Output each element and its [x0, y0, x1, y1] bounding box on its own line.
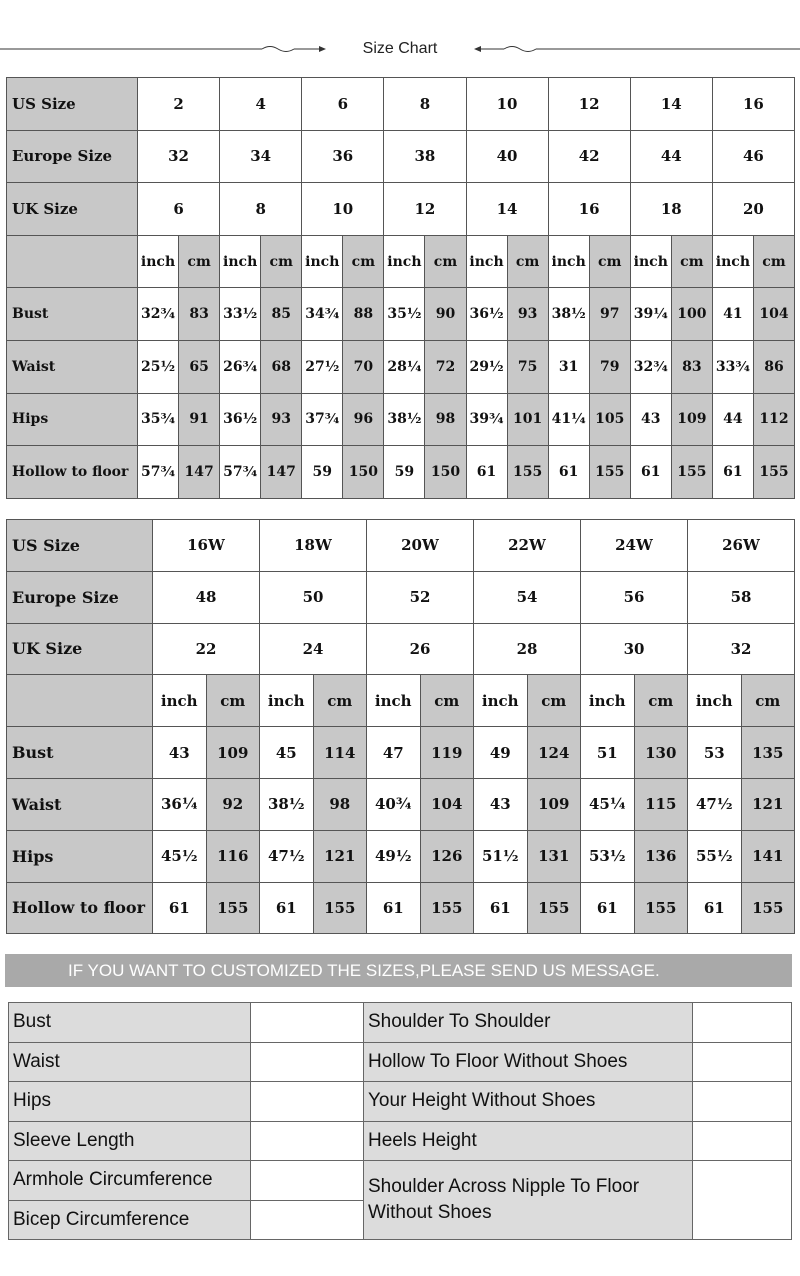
cm-value: 90 — [425, 288, 466, 341]
europe-size-value: 38 — [384, 130, 466, 183]
inch-value: 57¾ — [138, 446, 179, 499]
europe-size-value: 42 — [548, 130, 630, 183]
unit-inch-header: inch — [548, 235, 589, 288]
unit-inch-header: inch — [630, 235, 671, 288]
us-size-row — [7, 520, 795, 572]
europe-size-value: 56 — [581, 571, 688, 623]
cm-value: 112 — [753, 393, 794, 446]
europe-size-row — [7, 571, 795, 623]
uk-size-value: 32 — [688, 623, 795, 675]
inch-value: 51½ — [474, 830, 528, 882]
us-size-value: 20W — [367, 520, 474, 572]
form-label-shoulder-to-shoulder: Shoulder To Shoulder — [364, 1003, 693, 1043]
cm-value: 155 — [589, 446, 630, 499]
cm-value: 83 — [179, 288, 220, 341]
uk-size-label: UK Size — [7, 623, 153, 675]
cm-value: 135 — [741, 727, 795, 779]
heels-height-input-cell[interactable] — [693, 1121, 792, 1161]
inch-value: 61 — [581, 882, 635, 934]
cm-value: 96 — [343, 393, 384, 446]
uk-size-value: 6 — [138, 183, 220, 236]
cm-value: 150 — [343, 446, 384, 499]
europe-size-row — [7, 130, 795, 183]
measurement-row — [7, 340, 795, 393]
cm-value: 92 — [206, 778, 260, 830]
form-row — [9, 1121, 792, 1161]
uk-size-value: 22 — [153, 623, 260, 675]
cm-value: 85 — [261, 288, 302, 341]
cm-value: 86 — [753, 340, 794, 393]
measurement-row — [7, 830, 795, 882]
waist-input-cell[interactable] — [251, 1042, 364, 1082]
unit-cm-header: cm — [261, 235, 302, 288]
us-size-value: 16 — [712, 78, 794, 131]
page-title: Size Chart — [362, 40, 438, 57]
form-label-heels-height: Heels Height — [364, 1121, 693, 1161]
cm-value: 101 — [507, 393, 548, 446]
inch-value: 39¾ — [466, 393, 507, 446]
inch-value: 36¼ — [153, 778, 207, 830]
unit-inch-header: inch — [260, 675, 314, 727]
us-size-row — [7, 78, 795, 131]
cm-value: 105 — [589, 393, 630, 446]
hollow-to-floor-input-cell[interactable] — [693, 1042, 792, 1082]
custom-size-banner — [5, 954, 792, 987]
inch-value: 55½ — [688, 830, 742, 882]
cm-value: 70 — [343, 340, 384, 393]
inch-value: 27½ — [302, 340, 343, 393]
measurement-label: Waist — [7, 340, 138, 393]
unit-cm-header: cm — [206, 675, 260, 727]
measurement-label: Hollow to floor — [7, 882, 153, 934]
measurement-row — [7, 446, 795, 499]
inch-value: 31 — [548, 340, 589, 393]
armhole-input-cell[interactable] — [251, 1161, 364, 1201]
europe-size-value: 32 — [138, 130, 220, 183]
banner-text: IF YOU WANT TO CUSTOMIZED THE SIZES,PLEASE SEND US MESSAGE. — [68, 961, 660, 980]
inch-value: 39¼ — [630, 288, 671, 341]
uk-size-value: 26 — [367, 623, 474, 675]
units-row-label — [7, 675, 153, 727]
cm-value: 104 — [753, 288, 794, 341]
unit-cm-header: cm — [420, 675, 474, 727]
cm-value: 121 — [741, 778, 795, 830]
cm-value: 155 — [507, 446, 548, 499]
us-size-value: 18W — [260, 520, 367, 572]
uk-size-value: 10 — [302, 183, 384, 236]
us-size-label: US Size — [7, 520, 153, 572]
cm-value: 121 — [313, 830, 367, 882]
europe-size-value: 44 — [630, 130, 712, 183]
units-row-label — [7, 235, 138, 288]
cm-value: 88 — [343, 288, 384, 341]
inch-value: 53½ — [581, 830, 635, 882]
measurement-row — [7, 393, 795, 446]
unit-inch-header: inch — [712, 235, 753, 288]
inch-value: 43 — [474, 778, 528, 830]
europe-size-value: 46 — [712, 130, 794, 183]
inch-value: 57¾ — [220, 446, 261, 499]
europe-size-value: 54 — [474, 571, 581, 623]
inch-value: 35¾ — [138, 393, 179, 446]
unit-inch-header: inch — [220, 235, 261, 288]
unit-cm-header: cm — [507, 235, 548, 288]
bust-input-cell[interactable] — [251, 1003, 364, 1043]
unit-cm-header: cm — [179, 235, 220, 288]
form-label-shoulder-nipple-floor: Shoulder Across Nipple To Floor Without Shoes — [364, 1161, 693, 1240]
us-size-label: US Size — [7, 78, 138, 131]
form-row — [9, 1082, 792, 1122]
unit-inch-header: inch — [367, 675, 421, 727]
uk-size-value: 16 — [548, 183, 630, 236]
inch-value: 45¼ — [581, 778, 635, 830]
cm-value: 155 — [741, 882, 795, 934]
cm-value: 75 — [507, 340, 548, 393]
cm-value: 109 — [527, 778, 581, 830]
measurement-label: Bust — [7, 727, 153, 779]
cm-value: 150 — [425, 446, 466, 499]
standard-size-table — [6, 77, 795, 499]
inch-value: 33½ — [220, 288, 261, 341]
cm-value: 155 — [206, 882, 260, 934]
shoulder-nipple-floor-input-cell[interactable] — [693, 1161, 792, 1240]
inch-value: 61 — [688, 882, 742, 934]
cm-value: 141 — [741, 830, 795, 882]
inch-value: 61 — [712, 446, 753, 499]
europe-size-value: 36 — [302, 130, 384, 183]
unit-inch-header: inch — [153, 675, 207, 727]
cm-value: 147 — [261, 446, 302, 499]
form-row — [9, 1042, 792, 1082]
uk-size-value: 18 — [630, 183, 712, 236]
inch-value: 61 — [466, 446, 507, 499]
cm-value: 79 — [589, 340, 630, 393]
unit-inch-header: inch — [384, 235, 425, 288]
cm-value: 115 — [634, 778, 688, 830]
plus-size-table — [6, 519, 795, 934]
inch-value: 61 — [260, 882, 314, 934]
uk-size-row — [7, 183, 795, 236]
inch-value: 45 — [260, 727, 314, 779]
uk-size-value: 24 — [260, 623, 367, 675]
bicep-input-cell[interactable] — [251, 1200, 364, 1240]
inch-value: 51 — [581, 727, 635, 779]
inch-value: 47 — [367, 727, 421, 779]
europe-size-value: 40 — [466, 130, 548, 183]
inch-value: 45½ — [153, 830, 207, 882]
form-label-hips: Hips — [9, 1082, 251, 1122]
us-size-value: 8 — [384, 78, 466, 131]
form-label-armhole: Armhole Circumference — [9, 1161, 251, 1201]
inch-value: 38½ — [260, 778, 314, 830]
inch-value: 61 — [367, 882, 421, 934]
cm-value: 98 — [313, 778, 367, 830]
uk-size-row — [7, 623, 795, 675]
us-size-value: 10 — [466, 78, 548, 131]
inch-value: 41 — [712, 288, 753, 341]
measurement-label: Waist — [7, 778, 153, 830]
inch-value: 61 — [630, 446, 671, 499]
cm-value: 65 — [179, 340, 220, 393]
form-label-waist: Waist — [9, 1042, 251, 1082]
cm-value: 104 — [420, 778, 474, 830]
measurement-row — [7, 778, 795, 830]
inch-value: 47½ — [260, 830, 314, 882]
form-label-hollow-to-floor: Hollow To Floor Without Shoes — [364, 1042, 693, 1082]
size-chart-header — [0, 30, 800, 68]
uk-size-value: 20 — [712, 183, 794, 236]
unit-inch-header: inch — [466, 235, 507, 288]
inch-value: 36½ — [466, 288, 507, 341]
uk-size-value: 8 — [220, 183, 302, 236]
us-size-value: 22W — [474, 520, 581, 572]
unit-cm-header: cm — [527, 675, 581, 727]
cm-value: 155 — [527, 882, 581, 934]
cm-value: 126 — [420, 830, 474, 882]
form-label-bust: Bust — [9, 1003, 251, 1043]
cm-value: 131 — [527, 830, 581, 882]
form-label-bicep: Bicep Circumference — [9, 1200, 251, 1240]
inch-value: 36½ — [220, 393, 261, 446]
inch-value: 29½ — [466, 340, 507, 393]
cm-value: 100 — [671, 288, 712, 341]
inch-value: 26¾ — [220, 340, 261, 393]
us-size-value: 26W — [688, 520, 795, 572]
shoulder-to-shoulder-input-cell[interactable] — [693, 1003, 792, 1043]
cm-value: 98 — [425, 393, 466, 446]
measurement-row — [7, 288, 795, 341]
cm-value: 83 — [671, 340, 712, 393]
cm-value: 124 — [527, 727, 581, 779]
unit-inch-header: inch — [581, 675, 635, 727]
measurement-row — [7, 882, 795, 934]
cm-value: 91 — [179, 393, 220, 446]
uk-size-value: 30 — [581, 623, 688, 675]
europe-size-label: Europe Size — [7, 571, 153, 623]
us-size-value: 14 — [630, 78, 712, 131]
unit-cm-header: cm — [753, 235, 794, 288]
measurement-label: Hollow to floor — [7, 446, 138, 499]
cm-value: 72 — [425, 340, 466, 393]
uk-size-label: UK Size — [7, 183, 138, 236]
inch-value: 43 — [153, 727, 207, 779]
us-size-value: 24W — [581, 520, 688, 572]
custom-measurement-form — [8, 1002, 792, 1240]
cm-value: 116 — [206, 830, 260, 882]
europe-size-value: 58 — [688, 571, 795, 623]
us-size-value: 16W — [153, 520, 260, 572]
cm-value: 147 — [179, 446, 220, 499]
unit-inch-header: inch — [688, 675, 742, 727]
uk-size-value: 28 — [474, 623, 581, 675]
hips-input-cell[interactable] — [251, 1082, 364, 1122]
unit-cm-header: cm — [741, 675, 795, 727]
cm-value: 155 — [671, 446, 712, 499]
inch-value: 59 — [384, 446, 425, 499]
cm-value: 155 — [753, 446, 794, 499]
unit-cm-header: cm — [589, 235, 630, 288]
cm-value: 109 — [671, 393, 712, 446]
europe-size-value: 34 — [220, 130, 302, 183]
us-size-value: 4 — [220, 78, 302, 131]
cm-value: 136 — [634, 830, 688, 882]
inch-value: 32¾ — [138, 288, 179, 341]
units-row — [7, 235, 795, 288]
inch-value: 61 — [153, 882, 207, 934]
form-row — [9, 1003, 792, 1043]
europe-size-value: 50 — [260, 571, 367, 623]
cm-value: 155 — [420, 882, 474, 934]
cm-value: 130 — [634, 727, 688, 779]
inch-value: 33¾ — [712, 340, 753, 393]
inch-value: 34¾ — [302, 288, 343, 341]
form-row — [9, 1161, 792, 1201]
inch-value: 28¼ — [384, 340, 425, 393]
cm-value: 155 — [313, 882, 367, 934]
inch-value: 41¼ — [548, 393, 589, 446]
measurement-label: Hips — [7, 393, 138, 446]
uk-size-value: 12 — [384, 183, 466, 236]
cm-value: 155 — [634, 882, 688, 934]
unit-inch-header: inch — [474, 675, 528, 727]
europe-size-value: 48 — [153, 571, 260, 623]
inch-value: 61 — [548, 446, 589, 499]
unit-cm-header: cm — [671, 235, 712, 288]
inch-value: 49 — [474, 727, 528, 779]
inch-value: 44 — [712, 393, 753, 446]
cm-value: 109 — [206, 727, 260, 779]
units-row — [7, 675, 795, 727]
sleeve-length-input-cell[interactable] — [251, 1121, 364, 1161]
unit-inch-header: inch — [138, 235, 179, 288]
inch-value: 61 — [474, 882, 528, 934]
inch-value: 32¾ — [630, 340, 671, 393]
unit-inch-header: inch — [302, 235, 343, 288]
form-label-sleeve-length: Sleeve Length — [9, 1121, 251, 1161]
inch-value: 40¾ — [367, 778, 421, 830]
cm-value: 114 — [313, 727, 367, 779]
cm-value: 97 — [589, 288, 630, 341]
cm-value: 93 — [261, 393, 302, 446]
europe-size-label: Europe Size — [7, 130, 138, 183]
height-input-cell[interactable] — [693, 1082, 792, 1122]
inch-value: 47½ — [688, 778, 742, 830]
us-size-value: 2 — [138, 78, 220, 131]
us-size-value: 6 — [302, 78, 384, 131]
cm-value: 119 — [420, 727, 474, 779]
unit-cm-header: cm — [425, 235, 466, 288]
inch-value: 59 — [302, 446, 343, 499]
inch-value: 49½ — [367, 830, 421, 882]
europe-size-value: 52 — [367, 571, 474, 623]
inch-value: 35½ — [384, 288, 425, 341]
inch-value: 38½ — [548, 288, 589, 341]
inch-value: 43 — [630, 393, 671, 446]
cm-value: 93 — [507, 288, 548, 341]
unit-cm-header: cm — [634, 675, 688, 727]
inch-value: 53 — [688, 727, 742, 779]
cm-value: 68 — [261, 340, 302, 393]
inch-value: 38½ — [384, 393, 425, 446]
measurement-label: Hips — [7, 830, 153, 882]
measurement-label: Bust — [7, 288, 138, 341]
us-size-value: 12 — [548, 78, 630, 131]
form-label-height: Your Height Without Shoes — [364, 1082, 693, 1122]
inch-value: 37¾ — [302, 393, 343, 446]
unit-cm-header: cm — [313, 675, 367, 727]
measurement-row — [7, 727, 795, 779]
unit-cm-header: cm — [343, 235, 384, 288]
uk-size-value: 14 — [466, 183, 548, 236]
inch-value: 25½ — [138, 340, 179, 393]
